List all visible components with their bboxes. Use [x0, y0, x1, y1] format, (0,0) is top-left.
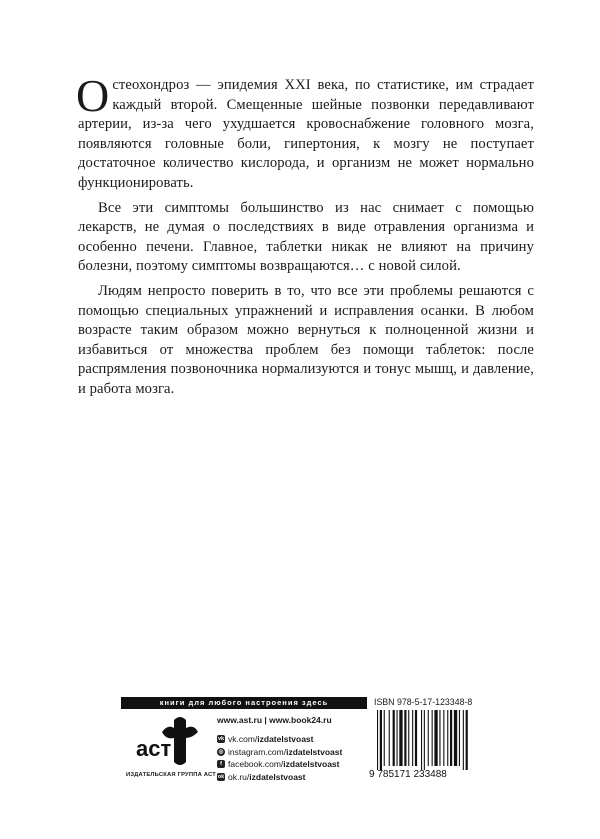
- barcode-digits: 9 785171 233488: [369, 769, 447, 780]
- barcode: [369, 710, 489, 780]
- isbn: ISBN 978-5-17-123348-8: [374, 697, 473, 707]
- odnoklassniki-icon: ok: [217, 773, 225, 780]
- svg-text:аст: аст: [136, 736, 172, 761]
- social-links: [217, 733, 342, 783]
- paragraph-1: Остеохондроз — эпидемия XXI века, по статистике, им страдает каждый второй. Смещенные шейные позвонки передавливают артерии, из-за чего ухудшается кровоснабжение головного мозга, появляются головные боли, гипертония, к мозгу не поступает достаточное количество кислорода, и организм не может нормально функционировать.: [76, 70, 534, 191]
- back-cover-text: [76, 70, 534, 405]
- paragraph-3: Людям непросто поверить в то, что все эти проблемы решаются с помощью специальных упражнений и исправления осанки. В любом возрасте таким образом можно вернуться к полноценной жизни и избавиться от множества проблем без помощи таблеток: после распрямления позвоночника нормализуются и тонус мышц, и давление, и работа мозга.: [78, 282, 534, 397]
- facebook-icon: f: [217, 760, 225, 768]
- publisher-name: ИЗДАТЕЛЬСКАЯ ГРУППА АСТ: [125, 772, 217, 778]
- instagram-icon: ◎: [218, 748, 224, 755]
- ast-logo: [130, 714, 210, 770]
- websites[interactable]: www.ast.ru | www.book24.ru: [217, 715, 332, 725]
- social-vk[interactable]: vk vk.com/ izdatelstvoast: [217, 734, 314, 745]
- vk-icon: vk: [217, 736, 225, 743]
- drop-cap: О: [76, 70, 110, 121]
- social-ok[interactable]: ok ok.ru/ izdatelstvoast: [217, 771, 306, 782]
- slogan-bar: книги для любого настроения здесь: [121, 697, 367, 709]
- social-instagram[interactable]: ◎ instagram.com/ izdatelstvoast: [218, 746, 343, 757]
- paragraph-2: Все эти симптомы большинство из нас снимает с помощью лекарств, не думая о последствиях в виде отравления организма и особенно печени. Главное, таблетки никак не влияют на причину болезни, поэтому симптомы возвращаются… с новой силой.: [78, 199, 534, 275]
- social-facebook[interactable]: f facebook.com/ izdatelstvoast: [217, 758, 342, 771]
